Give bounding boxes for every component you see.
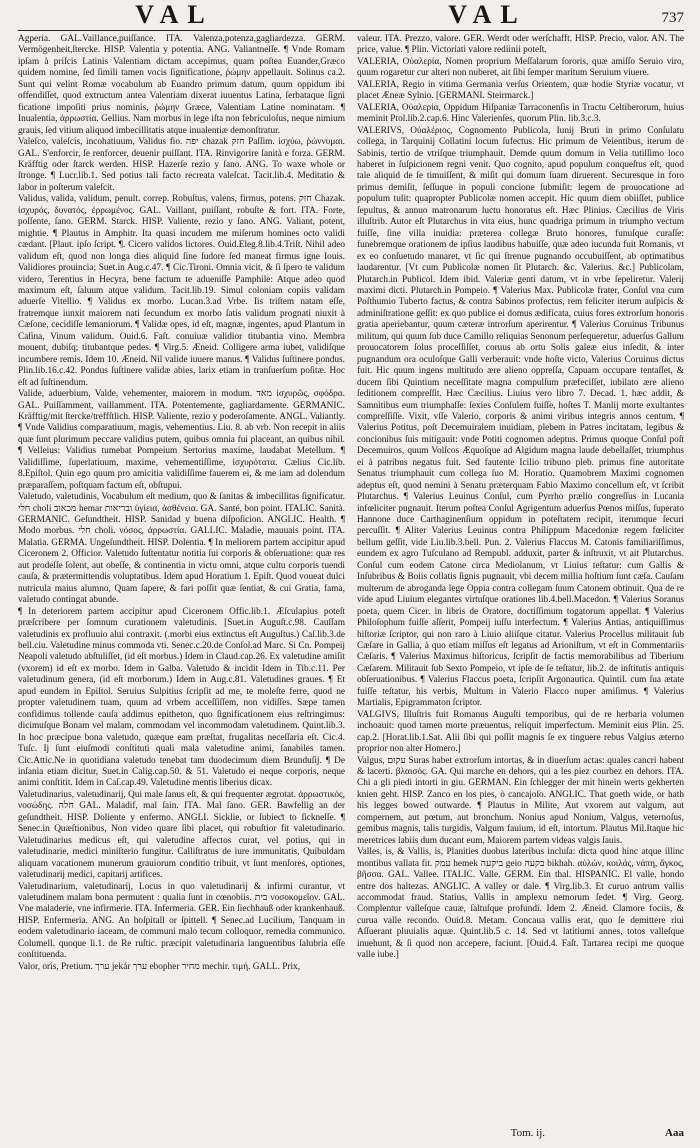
entry-paragraph: VALERIA, Οὐαλερία, Nomen proprium Meſſalarum ſororis, quæ amiſſo Seruio viro, quum rogaretur cur alteri non nuberet, ait ſibi ſemper maritum Seruium viuere. (357, 56, 684, 79)
entry-paragraph: VALERIA, Regio in vitima Germania verſus Orientem, quæ hodie Styriæ vocatur, vt placet Æneæ Sylnio. [GERMANI. Steirmarck.] (357, 79, 684, 102)
running-header (18, 0, 684, 31)
right-header-word: VAL (448, 0, 527, 29)
catchword: Aaa (665, 1127, 684, 1139)
entry-paragraph: Validus, valida, validum, penult. correp. Robuſtus, valens, firmus, potens. ‏חזק‎ Chazak. ἰσχυρός, δυνατός, ἐρρωμένος. GAL. Vaillant, puiſſant, robuſte & fort. ITA. Forte, poſſente, ſano. GERM. Starck. HISP. Valiente, rezio y ſano. ANG. Valiant, potent, mightie. ¶ Plautus in Amphitr. Ita quasi incudem me miſerum homines octo validi cædant. [Plaut. ipſo ſcript. ¶. Cicero validos lictores. Ouid.Eleg.8.lib.4.Triſt. Nihil adeo validum eſt, quod non longa dies aliquid ſine ſudore ſed maneat firmus igne Iouis. Validiores prouincia; Suet.in Aug.c.47. ¶ Cic.Tironi. Omnia vicit, & ſi ſpero te validum videro, Terentius in Hecyra, bene factum te adueniſſe Pamphile: Atque adeo quod maximum eſt, ſaluum atque validum. Tacit.lib.19. Simul coloniam copiis validam aduerſe Vitellio. ¶ Validus ex morbo. Lucan.3.ad Vrbe. Iis triſtem natam eſſe, fratremque iunxit maiorem nati ſecundum ex morbo ſatis validum prognati niuxit à Cæſone, cecidiſſe lemaniorum. ¶ Validæ opes, id eſt, magnæ, ingentes, apud Plantum in Caſina, Vinum validum. Ouid.6. Faſt. conuiuæ validior titubantia vino. Membra mouent, dubiſq; titubantque pedes. ¶ Virg.5. Æneid. Colligere arma iubet, validiſque incumbere remis. Idem 10. Æneid. Nil valide iuuere manus. ¶ Validus ſuſtinere pondus. Plin.lib.16.c.42. Pondus ſuſtinere validæ abies, larix etiam in tranſuerſum poſitæ. Hoc eſt ad ſuſtinendum. (18, 194, 345, 388)
page-number: 737 (661, 10, 684, 26)
right-column (357, 34, 684, 1112)
text-columns (18, 34, 684, 1112)
left-header-word: VAL (135, 0, 214, 29)
entry-paragraph: Valetudinarium, valetudinarij, Locus in quo valetudinarij & infirmi curantur, vt valetudinem malam bona permutent : qualia ſunt in cœnobiis. ‏בית‎ νοσοκομεῖον. GAL. Vne maladerie, vne infirmerie. ITA. Infermeria. GER. Ein ſiechhauß oder krankenhauß. HISP. Enfermeria. ANG. An hoſpitall or ſpittell. ¶ Senec.ad Lucilium, Tanquam in eodem valetudinario iaceam, de communi malo tecum colloquor, remedia communico. Columell. quoque li.1. de Re ruſtic. præcipit valetudinaria languentibus ſalubria eſſe conſtituenda. (18, 881, 345, 961)
entry-paragraph: Valgus, ‏עקום‎ Suras habet extrorſum intortas, & in diuerſum actas: quales cancri habent & lacerti. βλαισός. GA. Qui marche en dehors, qui a les piez courbez en dehors. ITA. Chi a gli piedi intorti in giu. GERMAN. Ein ſchlegger der mit hinein werts gekherten knien geht. HISP. Zanco en los pies, ò cancajoſo. ANGLIC. That goeth wide, or hath his legges bowed outwarde. ¶ Plautus in Milite, Aut vxorem aut valgum, aut compernem, aut pœtum, aut bronchum. Nonius apud Nonium, Valgus, veternoſus, gemibus magnis, talis turgidis, Valgum fauium, id eſt, intortum. Plautus Mil.Itaque hic meretrices labiis dum ducant eum, Maiorem partem videas valgis ſauis. (357, 755, 684, 846)
entry-paragraph: Valetudinarius, valetudinarij, Qui male ſanus eſt, & qui frequenter ægrotat. ἀρρωστικός, νοσώδης. ‏חלה‎ GAL. Maladif, mal ſain. ITA. Mal ſano. GER. Bawfellig an der geſundtheit. HISP. Doliente y enfermo. ANGLI. Sicklie, or ſubieƈt to ſickneſſe. ¶ Senec.in Quæſtionibus, Non video quare ſibi placet, qui robuſtior fit valetudinario. Valetudinarius medicus eſt, qui valetudine affectos curat, vel potius, qui in valetudinarie, medici miniſterio fungitur. Calliſtratus de iure immunitatis, Quibuldam aliquam vacationem munerum grauiorum conditio tribuit, vt ſunt menſores, optiones, valetudinarij medici, capitarij artifices. (18, 789, 345, 881)
entry-paragraph: ¶ In deteriorem partem accipitur apud Ciceronem Offic.lib.1. Æſculapius poteſt præſcribere per ſomnum curationem valetudinis. [Suet.in Auguſt.c.98. Cauſſam valetudinis ex profluuio alui contraxit. (.morbi eius extinctus eſt Auguſtus.) Caſ.lib.3.de bell.ciu. Valetudine minus commoda vti. Senec.c.20.de Conſol.ad Marc. Si Cn. Pompeij Neapoli valetudo abſtuliſſet, (id eſt morbus.) Idem in Claud.cap.26. Ex valetudine amiſit (vxorem) id eſt ex morbo. Idem in Galba. Valetudo & incidit Idem in Tib.c.11. Per valetudinum genera, (id eſt morborum.) Idem in Aug.c.81. Valetudines graues. ¶ Et apud eundem in Epiſtol. Seruius Sulpitius ſcripſit ad me, te moleſte ferre, quod ne propter valetudinem tuam, quum ad vrbem acceſſiſſem, non vidiſſes. Sæpe tamen confidimus tollende cauſa addimus epitheton, quo ſignificationem eius reſtringimus: dicimuſque Bonam vel malam, commodam vel incommodam valetudinem. Quint.lib.3. In hoc præcipue bona valetudo, quæque eam præſtat, frugalitas neceſſaria eſt. Cic.4. Tuſc. Ij ſunt eiuſmodi conſtituti quali mala valetudine animi, ſanabiles tamen. Cic.Attic.Ne in quotidiana valetudo tenebat tam duodecimum diem Brunduſij. ¶ De inſania etiam dicitur, Suet.in Calig.cap.50. & 51. Valetudo ei neque corporis, neque animi conſtitit. Idem in Caſ.cap.49. Valetudine mentis liberius dicax. (18, 606, 345, 789)
entry-paragraph: Valor, oris, Pretium. ‏ערך‎ jekár ‏ערך‎ ebopher ‏מחיר‎ mechir. τιμή. GALL. Prix, (18, 961, 301, 972)
entry-paragraph: valeur. ITA. Prezzo, valore. GER. Werdt oder werſchafft. HISP. Precio, valor. AN. The price, value. ¶ Plin. Victoriati valore rediinii poteſt. (357, 34, 684, 56)
entry-paragraph: Valide, aduerbium, Valde, vehementer, maiorem in modum. ‏מאד‎ ἰσχυρῶς, σφόδρα. GAL. Puiſſamment, vaillamment. ITA. Potentemente, gagliardamente. GERMANIC. Kräfftig/mit ſtercke/treffſtlich. HISP. Valiente, rezio y poderoſamente. ANGL. Valiantly. ¶ Vnde Validius comparatiuum, magis, vehementius. Liu. 8. ab vrb. Non recepit in aliis quæ ſunt plurimum peccare validius putem, quibus omnia fui placeant, an quibus nihil. ¶ Velleius: Validius tumebat Pompeium Sertorius maxime, laudabat Metellum. ¶ Validiſſime, ſuperlatiuum, maxime, vehementiſſime, ἰσχυρότατα. Cælius Cic.lib. 8.Epiſtol. Quin ego quum pro amicitia validiſſime fauerem ei, & me iam ad dolendum præparaſſem, poſtquam factum eſt, obſtupui. (18, 389, 345, 491)
entry-paragraph: VALGIVS, Illuſtris fuit Romanus Auguſti temporibus, qui de re herbaria volumen inchoauit: quod tamen morte præuentus, reliquit imperfectum. Meminit eius Plin. 25. cap.2. [Horat.lib.1.Sat. Alii ſibi qui poſſit magnis ſe ex tinguere rebus Valgius æterno proprior non alter Homero.] (357, 709, 684, 755)
left-column (18, 34, 345, 1112)
entry-paragraph: Agperia. GAL.Vaillance,puiſſance. ITA. Valenza,potenza,gagliardezza. GERM. Vermögenheit,ſtercke. HISP. Valentia y potentia. ANG. Valiantneſſe. ¶ Vnde Romam ipſam à priſcis Latinis Valentiam dictam accepimus, quam poſtea Euander,Græco quidem nomine, ſed ſimili tamen vocis ſignificatione, ῥώμην appellauit. Solinus ca.2. Sunt qui velint Romæ vocabulum ab Euandro primum datum, quum oppidum ibi offendiſſet, quod extructum antea Valentiam dixerat iuuentus Latina, ſerbataque ſigni ficatione impoſiti prius nominis, ῥώμην Græce, Valentiam Latine nominatam. ¶ Inualentia, ἀρρωστία. Gellius. Nam morbus in lege iſta non febriculoſus, neque nimium grauis, ſed vitium aliquod imbecillitatis atque inualentiæ demonſtratur. (18, 34, 345, 136)
signature-mark: Tom. ij. (510, 1127, 546, 1139)
entry-paragraph: Valeſco, valeſcis, incohatiuum, Validus fio. ‏יפה‎ chazak ‏חזק‎ Paſſim. ἰσχύω, ῥώννυμαι. GAL. S'enforcir, ſe renforcer, deuenir puiſſant. ITA. Rinvigorire ſanità e forza. GERM. Kräfftig oder ſtarck werden. HISP. Hazerſe rezio y ſano. ANG. To waxe whole or ſtronge. ¶ Lucr.lib.1. Sed potius tali facto recreata valeſcat. Tacit.lib.4. Meditatio & labor in poſterum valeſcit. (18, 137, 345, 193)
page-footer (18, 1122, 684, 1144)
entry-paragraph: VALERIA, Οὐαλερία, Oppidum Hiſpaniæ Tarraconenſis in Tractu Celtiberorum, huius meminit Ptol.lib.2.cap.6. Hinc Valerienſes, quorum Plin. lib.3.c.3. (357, 102, 684, 125)
entry-paragraph: Valles, is, & Vallis, is, Planities duobus lateribus incluſa: dicta quod hinc atque illinc montibus vallata fit. ‏עמק‎ hemek ‏ביקעה‎ geio ‏בקעה‎ bikhah. αὐλών, κοιλάς, νάπη, ἄγκος, βῆσσα. GAL. Vallee. ITALIC. Valle. GERM. Ein thal. HISPANIC. El valle, hondo entre dos haltezas. ANGLIC. A valley or dale. ¶ Virg.lib.3. Et curuo antrum vallis accommodat fraud. Statius, Vallis in amplexu nemorum ſedet. ¶ Virg. Georg. Complentur valleſque cauæ, ſaltuſque profundi. Idem 2. Æneid. Clamore fociis, & curua valle recondo. Ouid.8. Metam. Concaua vallis erat, quo ſe demittere riui Aſſuerant pluuialis aquæ. Quint.lib.5 c. 14. Sed vt latitiumi annes, totos valleſque inuehunt, & ſi quod non accepere, faciunt. [Ouid.4. Faſt. Tartarea recipi me quoque valle iube.] (357, 847, 684, 961)
entry-paragraph: Valetudo, valetudinis, Vocabulum eſt medium, quo & ſanitas & imbecillitas ſignificatur. ‏חלי‎ cholí ‏מכאוב‎ hemar ‏ובריאות‎ ὑγίεια, ἀσθένεια. GA. Santé, bon point. ITALIC. Sanità. GERMANIC. Geſundtheit. HISP. Sanidad y buena diſpoſicion. ANGLIC. Health. ¶ Modo morbus. ‏חלי‎ choli. νόσος, ἀρρωστία. GALLIC. Maladie, mauuais point. ITA. Malatia. GERMA. Ungeſundtheit. HISP. Dolentia. ¶ In meliorem partem accipitur apud Ciceronem 2. Officior. Valetudo ſuſtentatur notitia ſui corporis & obſeruatione: quæ res aut prodeſſe ſolent, aut obeſſe, & continentia in victu omni, atque cultu corporis tuendi cauſa, & prætermittendis voluptatibus. Idem apud Horatium 1. Epiſt. Quod voueat dulci nutricula maius alumno, Quam ſapere, & fari poſſit quæ ſentiat, & cui Gratia, fama, valetudo contingat abunde. (18, 492, 345, 606)
entry-paragraph: VALERIVS, Οὐαλέριος, Cognomento Publicola, Iunij Bruti in primo Conſulatu collega, in Tarquinij Collatini locum ſufectus. Hic primum de Veientibus, iterum de Sabinis, tertio de vtriſque triumphauit. Demde quum domum in Velia tutiſſimo loco haberet in ſuſpicionem regni venit. Quo cognito, apud populum conqueſtus eſt, quod tale aliquid de ſe timuiſſent, & miſit qui domum ſuam diruerent. Securesque in foro primus demiſit, ſeſſuque in populi concione ſubmiſit: legem de prouocatione ad populum tulit: quapropter Publicolæ nomen accepit. Hic quum diem obiiſſet, publice ſepultus, & annuo matronarum luctu honoratus eſt. Hæc Plinius. Cæcilius de Viris illuſtrib. Autor eſt Plutarchus in vita eius, hunc quadriga primum in triumpho vectum fuiſſe, ſine villa inuidia: præterea collegæ Bruto honores, funuſque curaſſe: funebremque orationem de ipſius laudibus habuiſſe, quæ adeo iucunda fuit Romanis, vt ex eo conſuetudo manaret, vt ſic qui ſtrenue pugnando occubuiſſent, ab optimatibus laudarentur. [Vt cum Publicolæ nomen ſit Plutarch. &c. Valerius. &c.] Publicolam, Plutarch.in Publicol. Idem ibid. Valeriæ genti datum, vt in vrbe ſepeliretur. Valerij maximi dicti. Plutarch.in Pompeio. ¶ Valerius Max. Publicolæ frater, Conſul vna cum Poſthumio Tuberto factus, & contra Sabinos profectus, rem feliciter iterum auſpicis & adminiſtratione geſſit: ex quo publice ei domus ædificata, cuius fores extrorſum honoris gratia aperiebantur, quum cæteræ introrſum aperirentur. ¶ Valerius Coruinus Tribunus militum, qui quum ſub duce Camillo reliquias Senonum perſequeretur, aduerſus Gallum prouocatorem ſolus proceſſiſſet, coruus ab ortu Solis galeæ eius inſedit, & inter pugnandum ora oculoſque Galli verberauit: vnde hoſte victo, Valerius Coruinus dictus fuit. Hic quum ingens multitudo ære alieno oppreſſa, Capuam occupare tentaſſet, & ducem ſibi Quintium neceſſitate magna compulſum præfeciſſet, iubilato ære alieno ſeditionem compreſſit. Hæc Cæcilius. Liuius vero libro 7. Decad. 1. hæc addit, & Samnitibus eum triumphaſſe: ſexies Conſulem fuiſſe, hoſtes T. Manlij morte exultantes compreſſiſſe. Vixit, vſſe Valerio, corporis & animi viribus integris annos centum. ¶ Valerius Potitus, poſt Decemuiralem inuidiam, plebem in Patres incitatam, legibus & concionibus ſuis mitigauit: vnde Potiti cognomen adeptus. Primus quoque Conſul poſt Decemuiros, quum Volſcos Æquoſque ad Algidum magna laude debellaſſet, triumphus ei à patribus negatus fuit. Sed fautente Icilio tribuno pleb. primus fine autoritate Senatus triumphauit cum collega ſuo M. Horatio. Quamobrem Maximi cognomen adeptus eſt, quod nemini à Senatu præterquam Fabio Maximo concellum eſt, vt ſcribit Plutarchus. ¶ Valerius Leuinus Conſul, cum Pyrrho prælio congreſſus in Lucania infœliciter pugnauit. Iterum poſtea Conſul Agrigentum aduerſus Pœnos miſſus, ſuperato Hannone duce Carthaginenſium oppidum in poteſtatem recipit, iterumque ſecuri percuſſit. ¶ Aliter Valerius Leuinus contra Philippum Macedoniæ regem fœliciter bellum geſſit, vide Liu.lib.3.bell. Pun. 2. Valerius Flaccus M. Catonis familiariſſimus, eundem ex agro Tuſculano ad Rempubl. adduxit, parter & inſtruxit, vt ait Plutarchus. Conſul cum eodem Catone circa Mediolanum, vt Liuius teſtatur: cum Gallis & Inſubribus & Boiis collatis ſignis pugnauit, vbi decem millia hoſtium ſunt cæſa. Cauſam multerum de abroganda lege Oppia contra collegam ſuum Catonem obtinuit. Qua de re vide apud Liuium elegantes virtuſque orationes lib.4.bell.Macedon. ¶ Valerius Soranus poeta, quem Cicer. in libris de Oratore, doctiſſimum togatorum appellat. ¶ Valerius Philoſophum fuiſſe aſſerit, Pompeij iuſſu interfectum. ¶ Valerius Antias, antiquiſſimus hiſtoriæ ſcriptor, qui non raro à Liuio aliiſque citatur. Valerius Procellus militauit ſub Cæſare in Gallia, à quo etiam miſſus eſt legatus ad Arioniſtum, vt eſt in Commentariis Cæſaris. ¶ Valerius Maximus hiſtoricus, ſcripſit de factis memorabilibus ad Tiberium Cæſarem. Militauit ſub Sexto Pompeio, vt ipſe de ſe teſtatur, lib.2. de inſtitutis antiquis obſeruationibus. ¶ Valerius Flaccus poeta, ſcripſit Argonautica. Quintil. cum ſua ætate fuiſſe teſtatur, his verbis, Multum in Valerio Flacco nuper amiſimus. ¶ Valerius Martialis, Epigrammaton ſcriptor. (357, 125, 684, 709)
